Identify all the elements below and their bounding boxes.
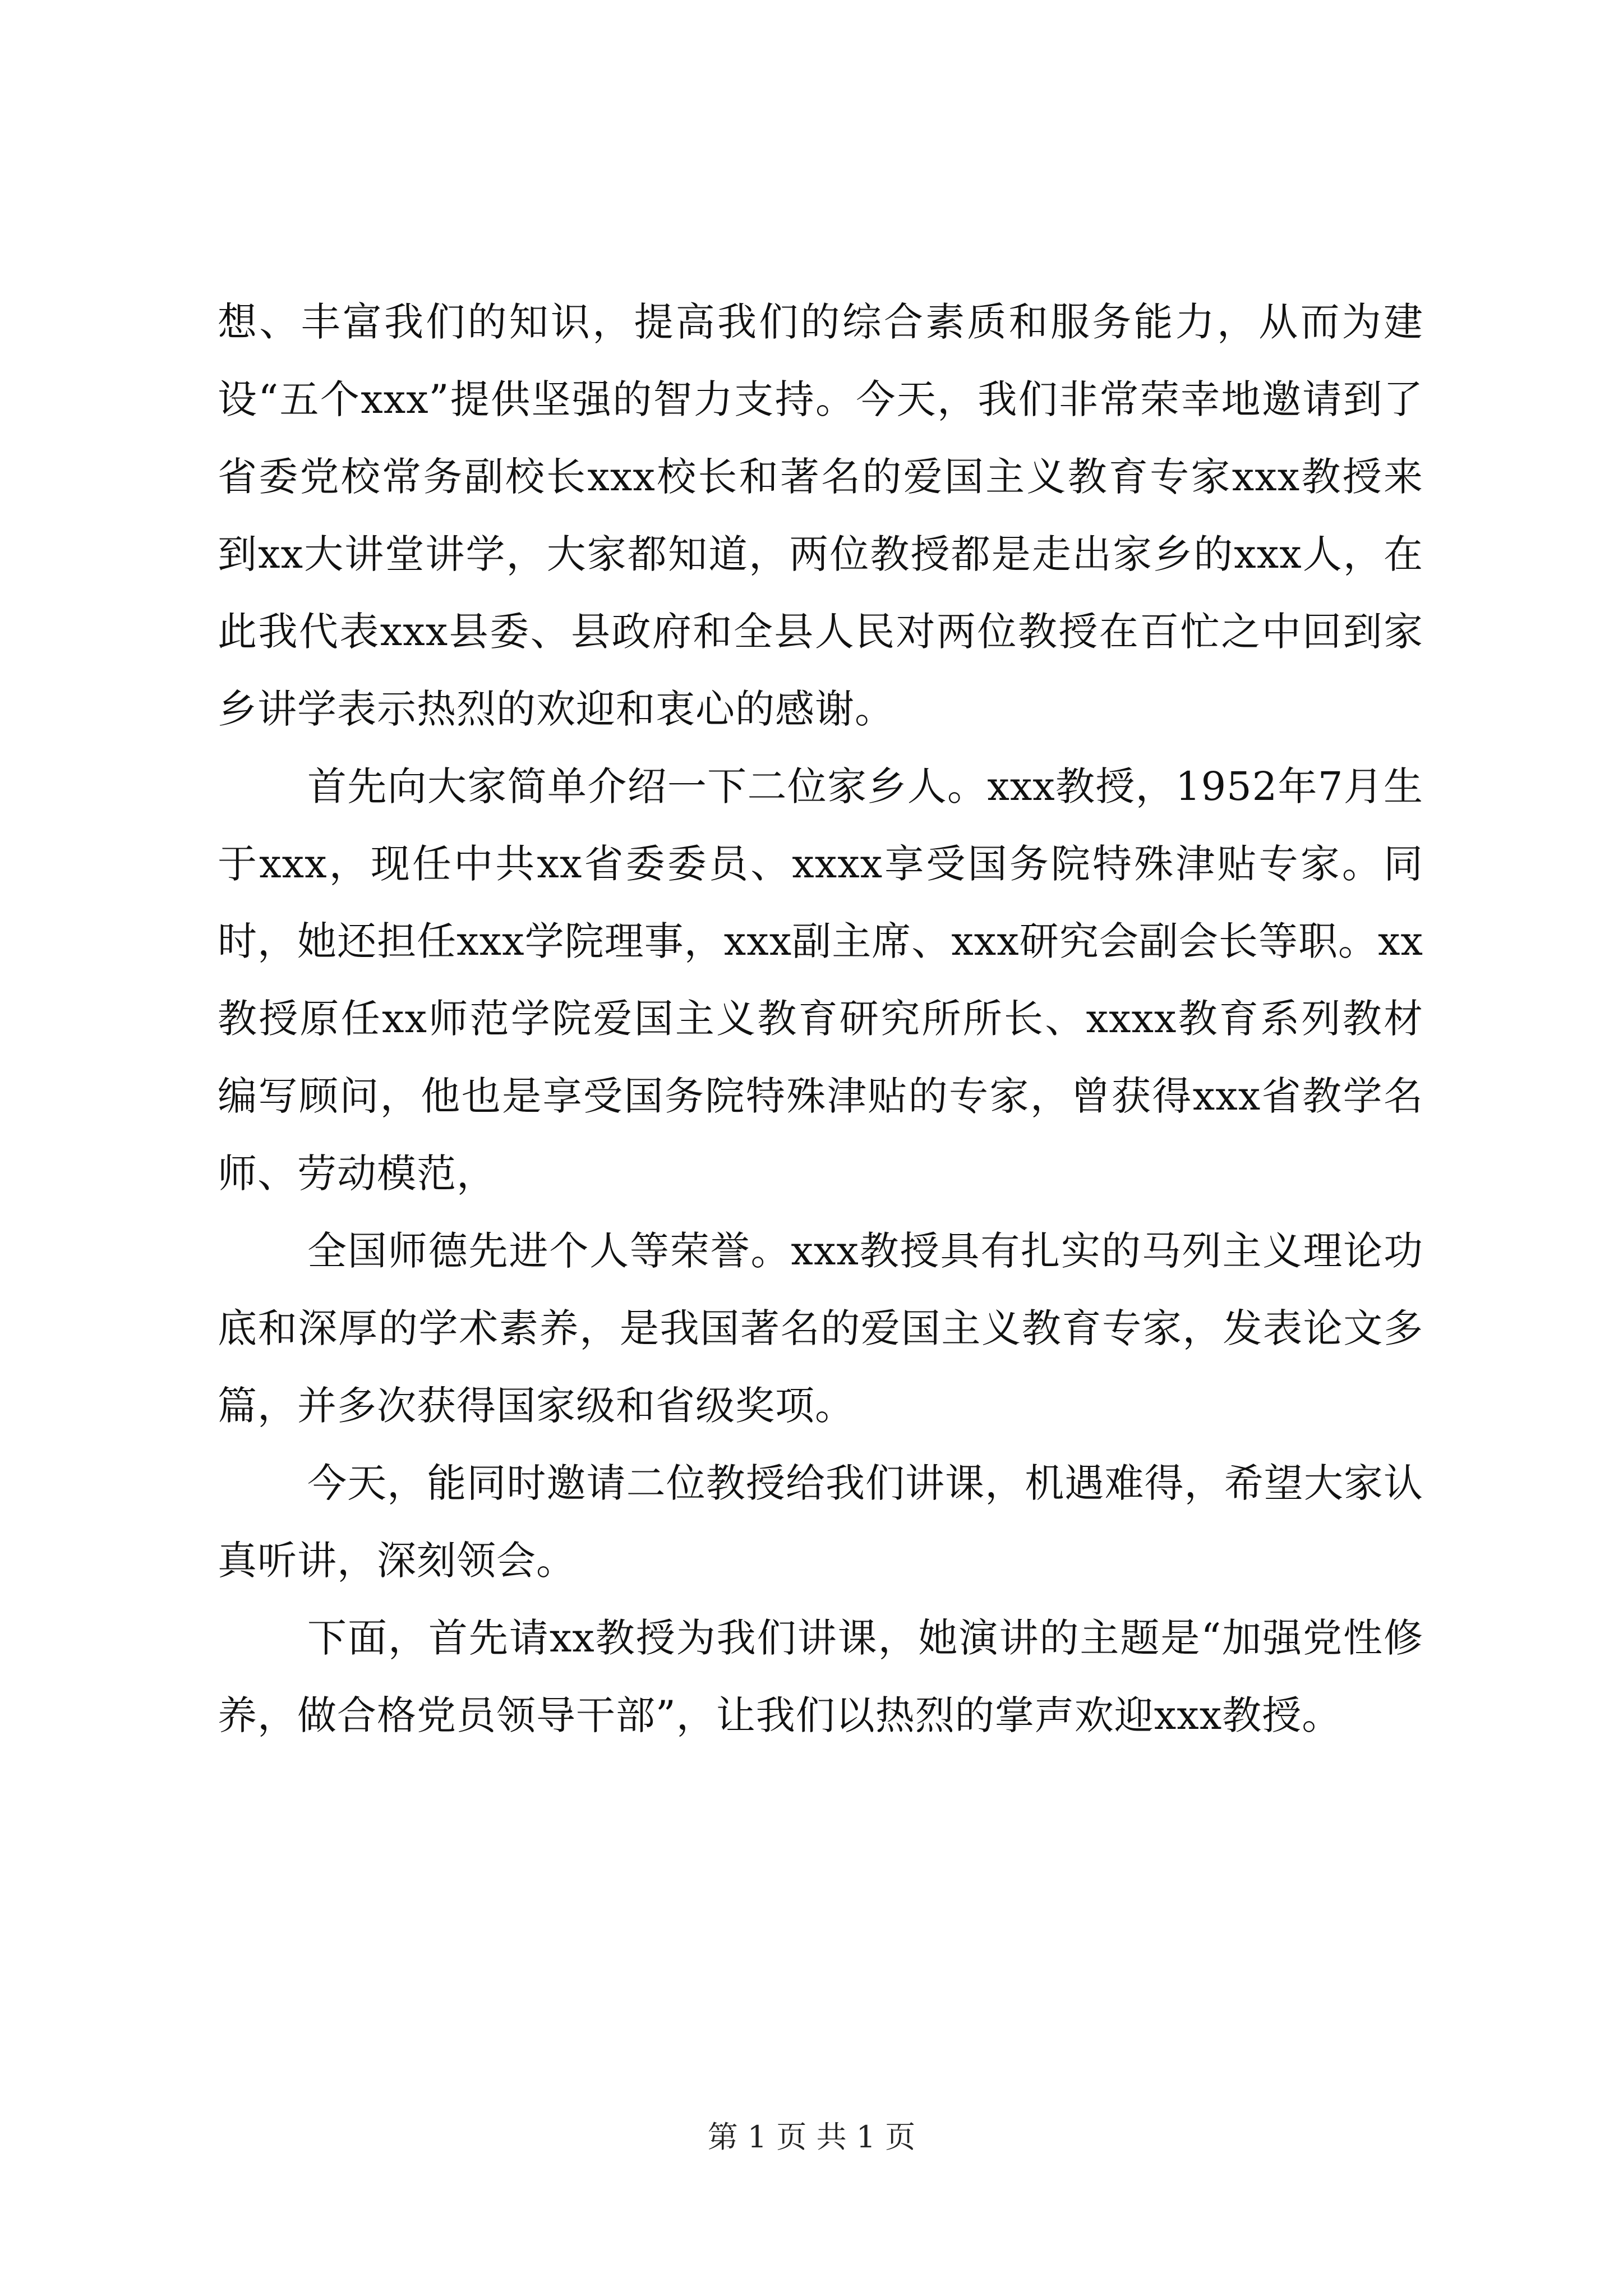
paragraph-continued: 想、丰富我们的知识，提高我们的综合素质和服务能力，从而为建设“五个xxx”提供坚强的智力支持。今天，我们非常荣幸地邀请到了省委党校常务副校长xxx校长和著名的爱国主义教育专家xxx教授来到xx大讲堂讲学，大家都知道，两位教授都是走出家乡的xxx人，在此我代表xxx县委、县政府和全县人民对两位教授在百忙之中回到家乡讲学表示热烈的欢迎和衷心的感谢。 [218, 299, 1423, 732]
paragraph-opportunity: 今天，能同时邀请二位教授给我们讲课，机遇难得，希望大家认真听讲，深刻领会。 [218, 1460, 1423, 1584]
paragraph-lecture-start: 下面，首先请xx教授为我们讲课，她演讲的主题是“加强党性修养，做合格党员领导干部”，让我们以热烈的掌声欢迎xxx教授。 [218, 1615, 1423, 1738]
paragraph-honors: 全国师德先进个人等荣誉。xxx教授具有扎实的马列主义理论功底和深厚的学术素养，是我国著名的爱国主义教育专家，发表论文多篇，并多次获得国家级和省级奖项。 [218, 1228, 1423, 1429]
document-body [218, 283, 1423, 1754]
paragraph-introduction: 首先向大家简单介绍一下二位家乡人。xxx教授，1952年7月生于xxx，现任中共xx省委委员、xxxx享受国务院特殊津贴专家。同时，她还担任xxx学院理事，xxx副主席、xxx研究会副会长等职。xx教授原任xx师范学院爱国主义教育研究所所长、xxxx教育系列教材编写顾问，他也是享受国务院特殊津贴的专家，曾获得xxx省教学名师、劳动模范， [218, 763, 1423, 1197]
page-footer: 第 1 页 共 1 页 [707, 2119, 916, 2155]
